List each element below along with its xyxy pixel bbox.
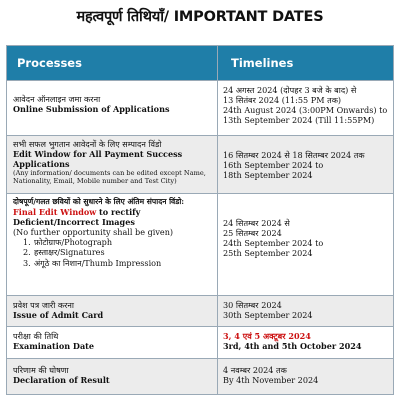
table-header bbox=[7, 46, 393, 81]
timeline-line: 25th September 2024 bbox=[223, 248, 313, 259]
timeline-cell bbox=[223, 85, 391, 125]
process-english: Edit Window for All Payment Success Applications bbox=[13, 149, 183, 170]
process-english: Declaration of Result bbox=[13, 375, 110, 386]
process-cell bbox=[13, 197, 213, 268]
process-hindi: परिणाम की घोषणा bbox=[13, 365, 69, 375]
process-cell bbox=[13, 94, 213, 114]
table-row bbox=[7, 81, 393, 136]
timeline-line: 30 सितम्बर 2024 bbox=[223, 300, 282, 310]
timeline-cell bbox=[223, 150, 391, 180]
timeline-cell bbox=[223, 218, 391, 258]
process-cell bbox=[13, 365, 213, 385]
process-hindi: सभी सफल भुगतान आवेदनों के लिए सम्पादन विंडो bbox=[13, 139, 162, 149]
header-processes: Processes bbox=[17, 56, 82, 70]
process-english: Examination Date bbox=[13, 341, 95, 352]
item-photograph: फ़ोटोग्राफ/Photograph bbox=[34, 237, 113, 248]
process-note: (No further opportunity shall be given) bbox=[13, 227, 174, 238]
timeline-line: 13 सितंबर 2024 (11:55 PM तक) bbox=[223, 95, 342, 106]
item-thumb-impression: अंगूठे का निशान/Thumb Impression bbox=[34, 257, 162, 268]
timeline-line: 24th August 2024 (3:00PM Onwards) to bbox=[223, 105, 388, 116]
item-signatures: हस्ताक्षर/Signatures bbox=[34, 247, 105, 258]
process-hindi: परीक्षा की तिथि bbox=[13, 331, 59, 341]
timeline-line: 13th September 2024 (Till 11:55PM) bbox=[223, 115, 375, 126]
exam-date-english: 3rd, 4th and 5th October 2024 bbox=[223, 341, 362, 352]
process-hindi: प्रवेश पत्र जारी करना bbox=[13, 300, 75, 310]
header-timelines: Timelines bbox=[231, 56, 294, 70]
timeline-cell bbox=[223, 365, 391, 385]
timeline-cell bbox=[223, 331, 391, 351]
list-item: 2. हस्ताक्षर/Signatures bbox=[23, 247, 105, 258]
timeline-line: 4 नवम्बर 2024 तक bbox=[223, 365, 287, 375]
timeline-line: 30th September 2024 bbox=[223, 310, 313, 321]
timeline-line: 24 अगस्त 2024 (दोपहर 3 बजे के बाद) से bbox=[223, 85, 357, 95]
timeline-line: 24 सितम्बर 2024 से bbox=[223, 218, 290, 228]
process-hindi: दोषपूर्ण/गलत छवियों को सुधारने के लिए अंतिम संपादन विंडो: bbox=[13, 197, 185, 206]
exam-date-hindi: 3, 4 एवं 5 अक्टूबर 2024 bbox=[223, 331, 311, 341]
table-row bbox=[7, 136, 393, 194]
process-note: (Any information/ documents can be edited except Name, Nationality, Email, Mobile number and Test City) bbox=[13, 169, 206, 186]
timeline-line: 25 सितम्बर 2024 bbox=[223, 228, 282, 239]
table-row bbox=[7, 327, 393, 359]
process-hindi: आवेदन ऑनलाइन जमा करना bbox=[13, 94, 101, 104]
timeline-line: 18th September 2024 bbox=[223, 170, 313, 181]
process-cell bbox=[13, 331, 213, 351]
timeline-line: 16 सितम्बर 2024 से 18 सितम्बर 2024 तक bbox=[223, 150, 365, 160]
timeline-cell bbox=[223, 300, 391, 320]
process-english: Issue of Admit Card bbox=[13, 310, 104, 321]
column-divider bbox=[217, 46, 218, 394]
list-item: 3. अंगूठे का निशान/Thumb Impression bbox=[23, 257, 162, 268]
process-english: to rectify Deficient/Incorrect Images bbox=[13, 207, 141, 228]
process-english: Online Submission of Applications bbox=[13, 104, 170, 115]
timeline-line: 16th September 2024 to bbox=[223, 160, 324, 171]
final-edit-window-label: Final Edit Window bbox=[13, 207, 97, 218]
page-title: महत्वपूर्ण तिथियाँ/ IMPORTANT DATES bbox=[76, 9, 324, 25]
important-dates-table bbox=[6, 45, 394, 395]
process-english-block bbox=[13, 207, 213, 227]
process-cell bbox=[13, 139, 213, 186]
table-row bbox=[7, 194, 393, 296]
timeline-line: 24th September 2024 to bbox=[223, 238, 324, 249]
timeline-line: By 4th November 2024 bbox=[223, 375, 319, 386]
table-row bbox=[7, 359, 393, 394]
table-row bbox=[7, 296, 393, 327]
process-cell bbox=[13, 300, 213, 320]
list-item: 1. फ़ोटोग्राफ/Photograph bbox=[23, 237, 113, 248]
